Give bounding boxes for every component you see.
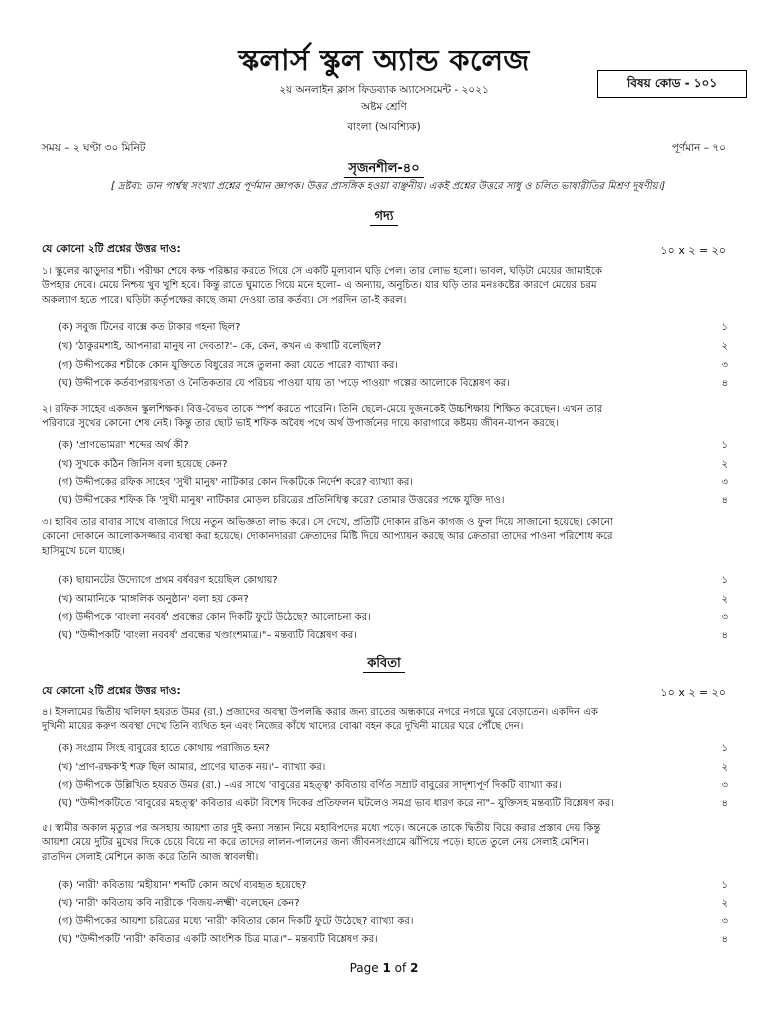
sub-question-mark: ১ [721, 575, 728, 586]
sub-question-mark: ৪ [721, 495, 728, 506]
question-stem [42, 516, 732, 559]
sub-question [58, 932, 728, 949]
sub-question-text: (খ) সুখকে কঠিন জিনিস বলা হয়েছে কেন? [58, 459, 228, 470]
sub-question-mark: ২ [721, 594, 728, 605]
page-footer [0, 961, 768, 975]
sub-question-mark: ১ [721, 880, 728, 891]
sub-question-text: (গ) উদ্দীপকের শচীকে কোন যুক্তিতে বিধুরের সঙ্গে তুলনা করা যেতে পারে? ব্যাখ্যা কর। [58, 360, 399, 371]
group-instruction [42, 684, 726, 701]
stem-line: ৩। হাবিব তার বাবার সাথে বাজারে গিয়ে নতুন অভিজ্ঞতা লাভ করে। সে দেখে, প্রতিটি দোকান রঙিন কাগজ ও ফুল দিয়ে সাজানো হয়েছে। কোনো [42, 517, 613, 528]
stem-line: হাসিমুখে চলে যাচ্ছে। [42, 545, 125, 557]
sub-question [58, 438, 728, 455]
time-marks-row [42, 141, 726, 158]
sub-question-text: (ঘ) "উদ্দীপকটি 'নারী' কবিতার একটি আংশিক চিত্র মাত্র।"– মন্তব্যটি বিশ্লেষণ কর। [58, 934, 378, 945]
sub-question-mark: ২ [721, 341, 728, 352]
sub-question-mark: ২ [721, 762, 728, 773]
sub-question [58, 376, 728, 393]
sub-question [58, 878, 728, 895]
question-stem [42, 822, 732, 865]
of-word: of [394, 961, 407, 975]
section-title: কবিতা [363, 656, 405, 673]
sub-question [58, 339, 728, 356]
sub-question-mark: ১ [721, 322, 728, 333]
question-stem [42, 403, 732, 432]
institution-title: স্কলার্স স্কুল অ্যান্ড কলেজ [238, 43, 530, 77]
instruction-text: যে কোনো ২টি প্রশ্নের উত্তর দাও: [42, 685, 181, 697]
sub-question-mark: ৩ [721, 612, 728, 623]
sub-question [58, 457, 728, 474]
section-heading-poetry [0, 654, 768, 675]
sub-question-mark: ৪ [721, 934, 728, 945]
group-marks: ১০ x ২ = ২০ [660, 686, 726, 699]
sub-question-text: (খ) 'প্রাণ-রক্ষক'ই শত্রু ছিল আমার, প্রাণের ঘাতক নয়।'– ব্যাখ্যা কর। [58, 762, 326, 773]
sub-question-text: (ঘ) "উদ্দীপকটি 'বাংলা নববর্ষ' প্রবন্ধের খণ্ডাংশমাত্র।"– মন্তব্যটি বিশ্লেষণ কর। [58, 630, 357, 641]
sub-question-text: (ক) সবুজ টিনের বাক্সে কত টাকার গহনা ছিল? [58, 322, 241, 333]
stem-line: পরিবারে সুখের কোনো শেষ নেই। কিন্তু তার ছোট ভাই শফিক অবৈধ পথে অর্থ উপার্জনের দায়ে কারাগারে কষ্টময় জীবন-যাপন করছে। [42, 418, 559, 430]
stem-line: ২। রফিক সাহেব একজন স্কুলশিক্ষক। বিত্ত-বৈভব তাকে স্পর্শ করতে পারেনি। তিনি ছেলে-মেয়ে দুজনকেই উচ্চশিক্ষায় শিক্ষিত করেছেন। এখন তার [42, 404, 603, 415]
subject-code-box: বিষয় কোড - ১০১ [597, 70, 747, 98]
instruction-note: [ দ্রষ্টব্য: ডান পার্শ্বস্থ সংখ্যা প্রশ্নের পূর্ণমান জ্ঞাপক। উত্তর প্রাসঙ্গিক হওয়া বাঞ্ছনীয়। একই প্রশ্নের উত্তরে সাধু ও চলিত ভাষারীতির মিশ্রণ দূষণীয়।] [110, 181, 666, 192]
sub-question [58, 493, 728, 510]
sub-question-text: (গ) উদ্দীপকে উল্লিখিত হযরত উমর (রা.) –এর সাথে 'বাবুরের মহত্ত্ব' কবিতায় বর্ণিত সম্রাট বাবুরের সাদৃশ্যপূর্ণ দিকটি ব্যাখ্যা কর। [58, 780, 562, 791]
assessment-name: ২য় অনলাইন ক্লাস ফিডব্যাক অ্যাসেসমেন্ট - ২০২১ [279, 84, 489, 96]
full-marks: পূর্ণমান – ৭০ [671, 142, 726, 154]
sub-question-mark: ১ [721, 440, 728, 451]
sub-question-mark: ১ [721, 743, 728, 754]
sub-question [58, 592, 728, 609]
sub-question-text: (ঘ) উদ্দীপকে কর্তব্যপরায়ণতা ও নৈতিকতার যে পরিচয় পাওয়া যায় তা 'পড়ে পাওয়া' গল্পের আলোকে বিশ্লেষণ কর। [58, 378, 510, 389]
section-heading-prose [0, 207, 768, 228]
sub-question [58, 778, 728, 795]
sub-question-mark: ৩ [721, 360, 728, 371]
stem-line: উপহার দেবে। মেয়ে নিশ্চয় খুব খুশি হবে। কিন্তু রাতে ঘুমাতে গিয়ে মনে হলো– এ অন্যায়, অনুচিত। যার ঘড়ি তার মনঃকষ্টের কারণে মেয়ের চরম [42, 280, 597, 292]
class-name: অষ্টম শ্রেণি [361, 101, 407, 113]
sub-question-mark: ৩ [721, 477, 728, 488]
sub-question-mark: ২ [721, 898, 728, 909]
sub-question [58, 358, 728, 375]
sub-question-mark: ৪ [721, 798, 728, 809]
stem-line: ১। স্কুলের ঝাড়ুদার শচী। পরীক্ষা শেষে কক্ষ পরিষ্কার করতে গিয়ে সে একটি মূল্যবান ঘড়ি পেল। তার লোভ হলো। ভাবল, ঘড়িটা মেয়ের জামাইকে [42, 266, 602, 277]
sub-question-text: (ক) 'প্রাণভোমরা' শব্দের অর্থ কী? [58, 440, 189, 451]
section-title: গদ্য [370, 209, 397, 226]
sub-question [58, 914, 728, 931]
sub-question [58, 628, 728, 645]
page-word: Page [349, 961, 379, 975]
creative-section-title [0, 159, 768, 180]
sub-question [58, 320, 728, 337]
group-marks: ১০ x ২ = ২০ [660, 244, 726, 257]
sub-question-text: (ক) ছায়ানটের উদ্যোগে প্রথম বর্ষবরণ হয়েছিল কোথায়? [58, 575, 278, 586]
sub-question-text: (ক) সংগ্রাম সিংহ বাবুরের হাতে কোথায় পরাজিত হন? [58, 743, 270, 754]
stem-line: আয়শা মেয়ে দুটির মুখের দিকে চেয়ে বিয়ে না করে তাদের লালন-পালনের জন্য জীবনসংগ্রামে ঝাঁপিয়ে পড়ে। হাতে তুলে নেয় সেলাই মেশিন। [42, 837, 589, 849]
stem-line: ৪। ইসলামের দ্বিতীয় খলিফা হযরত উমর (রা.) প্রজাদের অবস্থা উপলব্ধি করার জন্য রাতের অন্ধকারে নগরে নগরে ঘুরে বেড়াতেন। একদিন এক [42, 707, 598, 718]
sub-question-mark: ৩ [721, 916, 728, 927]
sub-question-text: (ঘ) উদ্দীপকের শফিক কি 'সুখী মানুষ' নাটিকার মোড়ল চরিত্রের প্রতিনিধিত্ব করে? তোমার উত্তরের পক্ষে যুক্তি দাও। [58, 495, 505, 506]
question-stem [42, 706, 732, 735]
sub-question-text: (খ) আমানিকে 'মাঙ্গলিক অনুষ্ঠান' বলা হয় কেন? [58, 594, 249, 605]
stem-line: দুখিনী মায়ের করুণ অবস্থা দেখে তিনি ব্যথিত হন এবং নিজের কাঁধে খাদ্যের বোঝা বহন করে দুখিনী মায়ের ঘরে পৌঁছে দেন। [42, 721, 524, 733]
page-number: 1 [382, 961, 391, 975]
sub-question-text: (গ) উদ্দীপকের আয়শা চরিত্রের মধ্যে 'নারী' কবিতার কোন দিকটি ফুটে উঠেছে? ব্যাখ্যা কর। [58, 916, 414, 927]
stem-line: কোনো দোকানে আলোকসজ্জার ব্যবস্থা করা হয়েছে। দোকানদাররা ক্রেতাদের মিষ্টি দিয়ে আপ্যায়ন করছে আর ক্রেতারা তাদের পাওনা পরিশোধ করে [42, 531, 613, 543]
stem-line: রাতদিন সেলাই মেশিনে কাজ করে তিনি আজ স্বাবলম্বী। [42, 851, 259, 863]
sub-question-text: (গ) উদ্দীপকের রফিক সাহেব 'সুখী মানুষ' নাটিকার কোন দিকটিকে নির্দেশ করে? ব্যাখ্যা কর। [58, 477, 413, 488]
sub-question [58, 573, 728, 590]
exam-time: সময় – ২ ঘণ্টা ৩০ মিনিট [42, 142, 146, 154]
sub-question-mark: ২ [721, 459, 728, 470]
sub-question [58, 760, 728, 777]
sub-question [58, 741, 728, 758]
sub-question-text: (গ) উদ্দীপকে 'বাংলা নববর্ষ' প্রবন্ধের কোন দিকটি ফুটে উঠেছে? আলোচনা কর। [58, 612, 371, 623]
sub-question [58, 896, 728, 913]
stem-line: অকল্যাণ হতে পারে। ঘড়িটা কর্তৃপক্ষের কাছে জমা দেওয়া তার কর্তব্য। সে পরদিন তা-ই করল। [42, 294, 407, 306]
sub-question [58, 610, 728, 627]
stem-line: ৫। স্বামীর অকাল মৃত্যুর পর অসহায় আয়শা তার দুই কন্যা সন্তান নিয়ে মহাবিপদের মধ্যে পড়ে। অনেকে তাকে দ্বিতীয় বিয়ে করার প্রস্তাব দেয় কিন্তু [42, 823, 601, 834]
page-total: 2 [410, 961, 419, 975]
sub-question-text: (ঘ) "উদ্দীপকটিতে 'বাবুরের মহত্ত্ব' কবিতার একটা বিশেষ দিকের প্রতিফলন ঘটলেও সমগ্র ভাব ধারণ করে না"– যুক্তিসহ মন্তব্যটি বিশ্লেষণ কর। [58, 798, 614, 809]
sub-question-mark: ৪ [721, 630, 728, 641]
sub-question [58, 475, 728, 492]
sub-question-mark: ৩ [721, 780, 728, 791]
sub-question [58, 796, 728, 813]
question-stem [42, 265, 732, 308]
subject-name: বাংলা (আবশ্যিক) [347, 121, 421, 133]
sub-question-text: (ক) 'নারী' কবিতায় 'মহীয়ান' শব্দটি কোন অর্থে ব্যবহৃত হয়েছে? [58, 880, 307, 891]
instruction-text: যে কোনো ২টি প্রশ্নের উত্তর দাও: [42, 243, 181, 255]
sub-question-text: (খ) 'ঠাকুরমশাই, আপনারা মানুষ না দেবতা?'– কে, কেন, কখন এ কথাটি বলেছিল? [58, 341, 382, 352]
sub-question-text: (খ) 'নারী' কবিতায় কবি নারীকে 'বিজয়-লক্ষ্মী' বলেছেন কেন? [58, 898, 300, 909]
group-instruction [42, 242, 726, 259]
creative-title-text: সৃজনশীল-৪০ [344, 161, 423, 178]
sub-question-mark: ৪ [721, 378, 728, 389]
